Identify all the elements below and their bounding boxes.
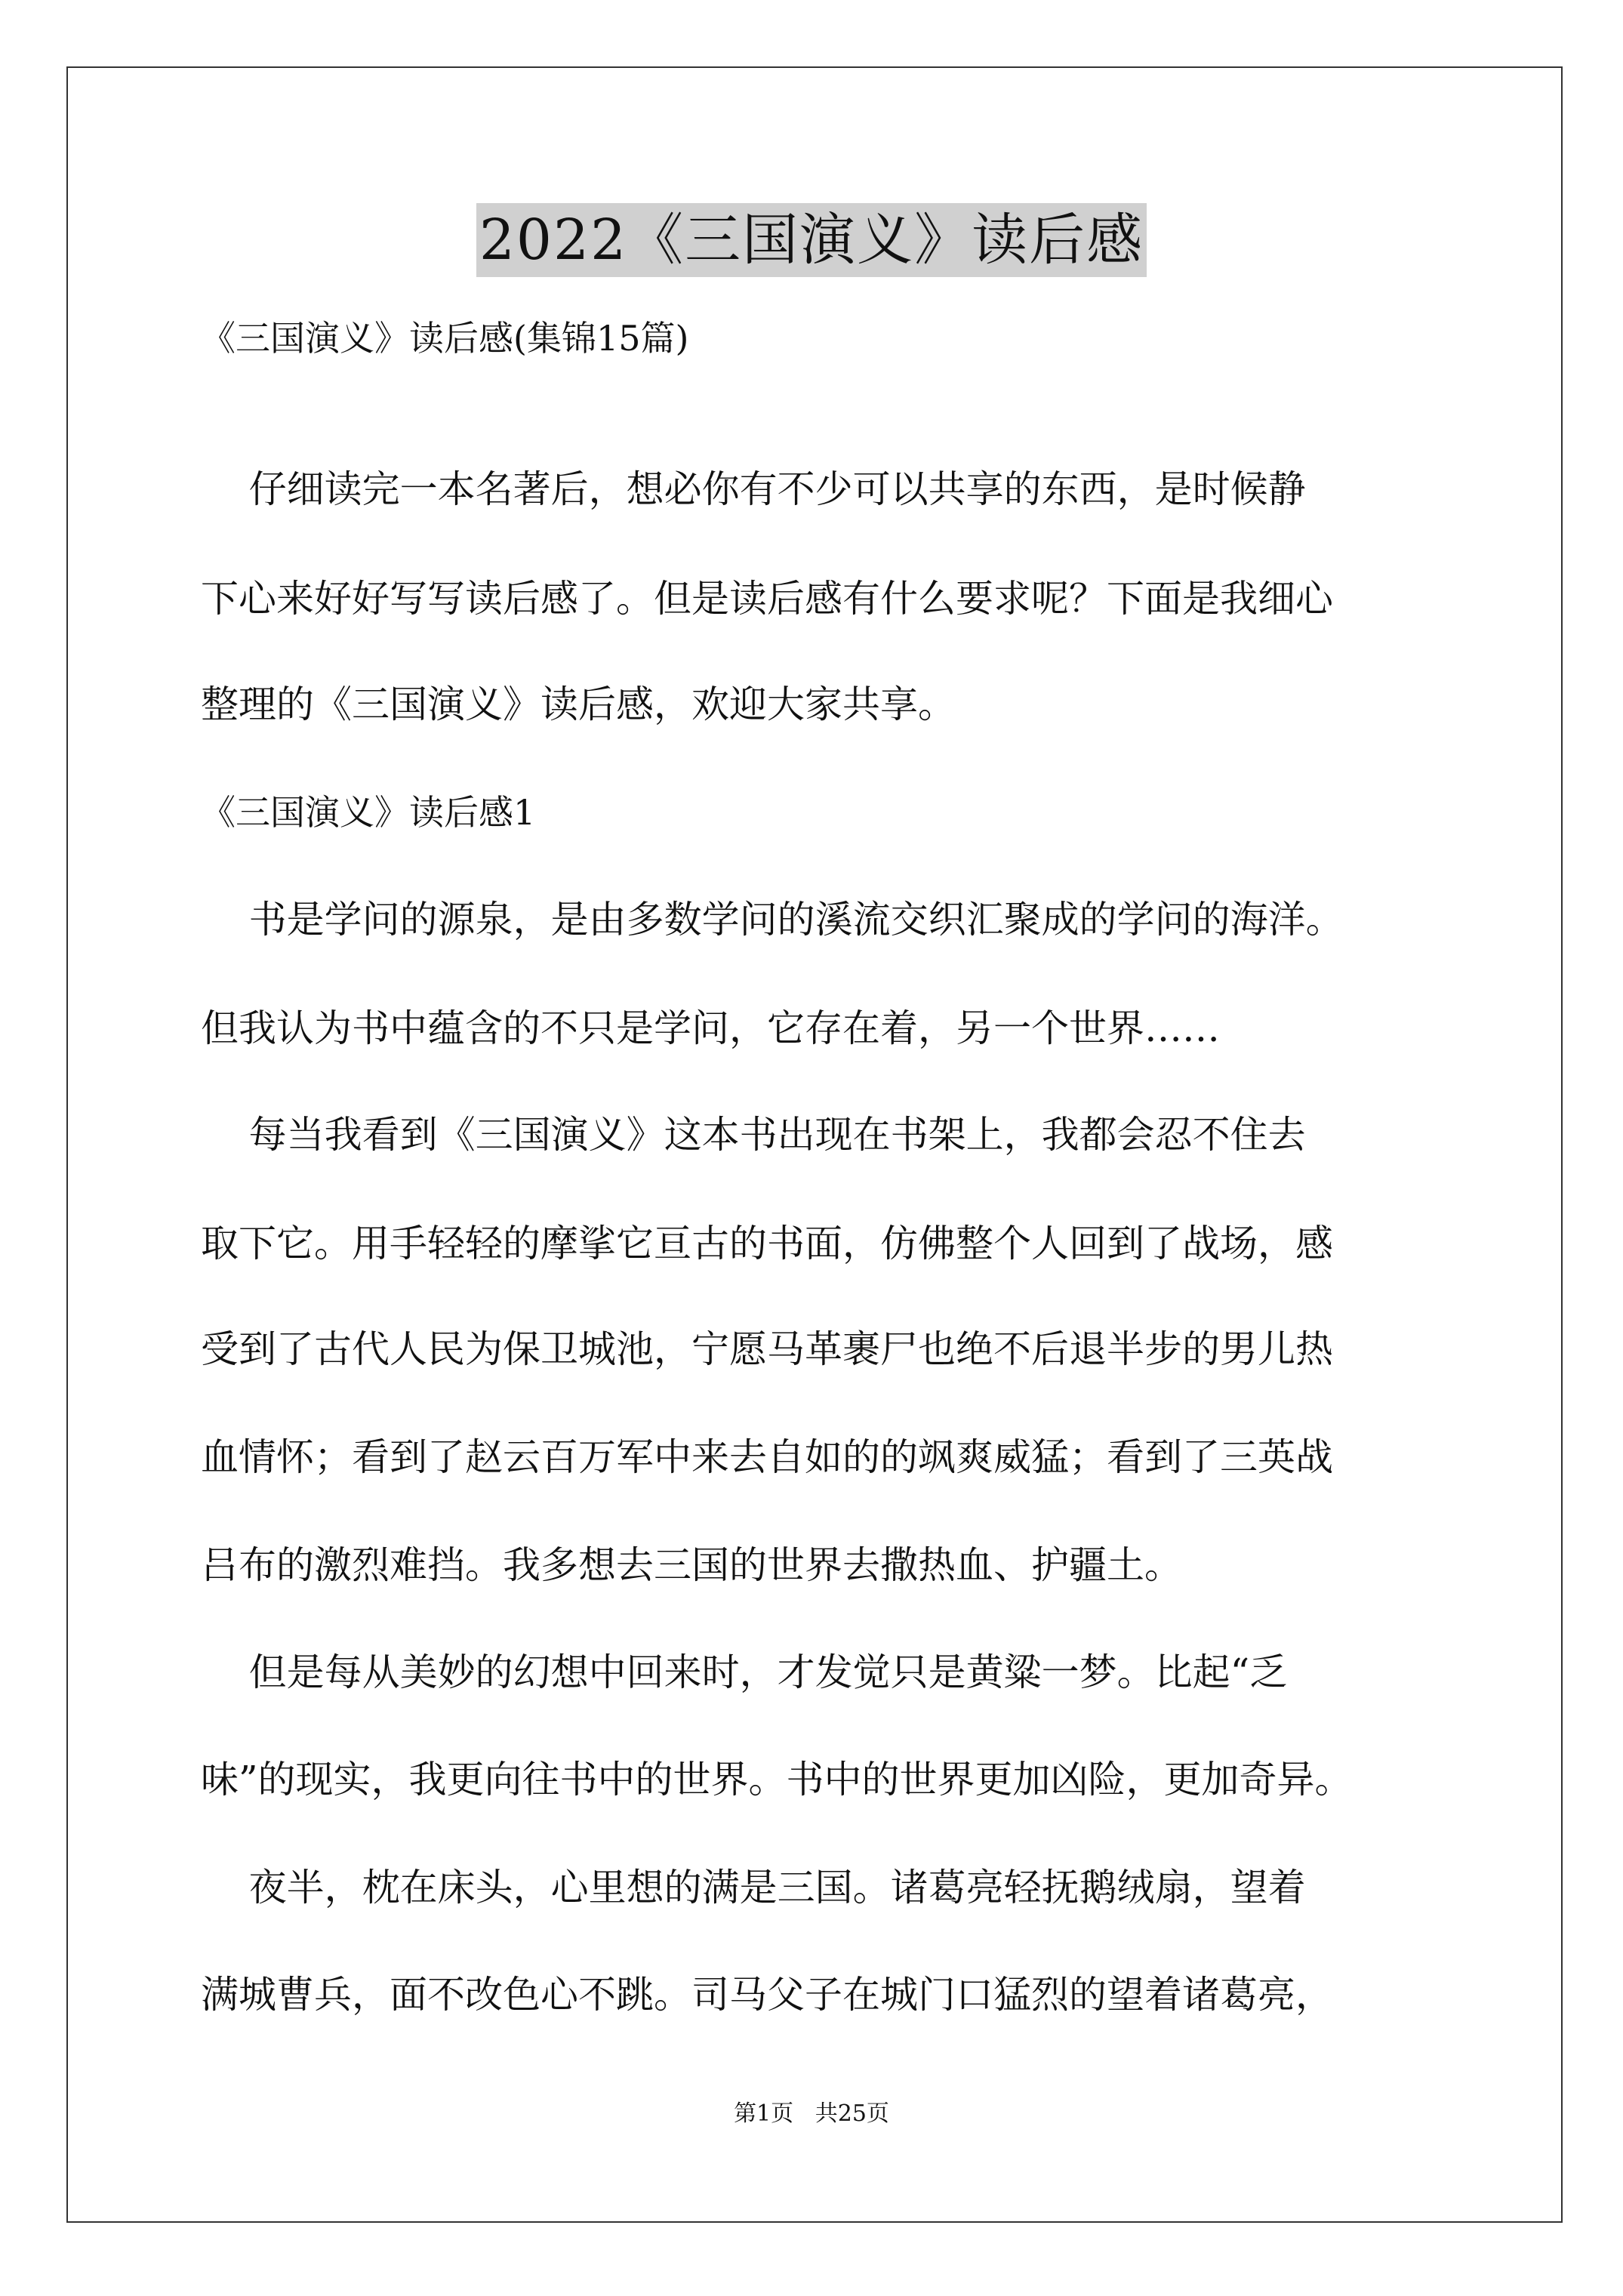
page-number: 第1页 共25页 [734,2100,889,2127]
body-line: 但我认为书中蕴含的不只是学问，它存在着，另一个世界…… [201,1006,1220,1050]
intro-line: 整理的《三国演义》读后感，欢迎大家共享。 [201,683,956,726]
intro-line: 仔细读完一本名著后，想必你有不少可以共享的东西，是时候静 [201,467,1306,511]
title-text: 2022《三国演义》读后感 [476,203,1147,277]
body-line: 味”的现实，我更向往书中的世界。书中的世界更加凶险，更加奇异。 [201,1758,1353,1801]
document-title [0,202,1623,278]
section-heading: 《三国演义》读后感1 [201,792,536,833]
body-line: 受到了古代人民为保卫城池，宁愿马革裹尸也绝不后退半步的男儿热 [201,1327,1333,1371]
body-line: 血情怀；看到了赵云百万军中来去自如的的飒爽威猛；看到了三英战 [201,1435,1333,1479]
body-line: 取下它。用手轻轻的摩挲它亘古的书面，仿佛整个人回到了战场，感 [201,1222,1333,1265]
body-line: 但是每从美妙的幻想中回来时，才发觉只是黄粱一梦。比起“乏 [201,1650,1288,1694]
body-line: 吕布的激烈难挡。我多想去三国的世界去撒热血、护疆土。 [201,1543,1182,1587]
body-line: 满城曹兵，面不改色心不跳。司马父子在城门口猛烈的望着诸葛亮， [201,1973,1333,2017]
intro-line: 下心来好好写写读后感了。但是读后感有什么要求呢？下面是我细心 [201,577,1333,621]
body-line: 每当我看到《三国演义》这本书出现在书架上，我都会忍不住去 [201,1113,1306,1157]
body-line: 书是学问的源泉，是由多数学问的溪流交织汇聚成的学问的海洋。 [201,898,1344,942]
body-line: 夜半，枕在床头，心里想的满是三国。诸葛亮轻抚鹅绒扇，望着 [201,1866,1306,1909]
document-subtitle: 《三国演义》读后感(集锦15篇) [201,318,689,359]
